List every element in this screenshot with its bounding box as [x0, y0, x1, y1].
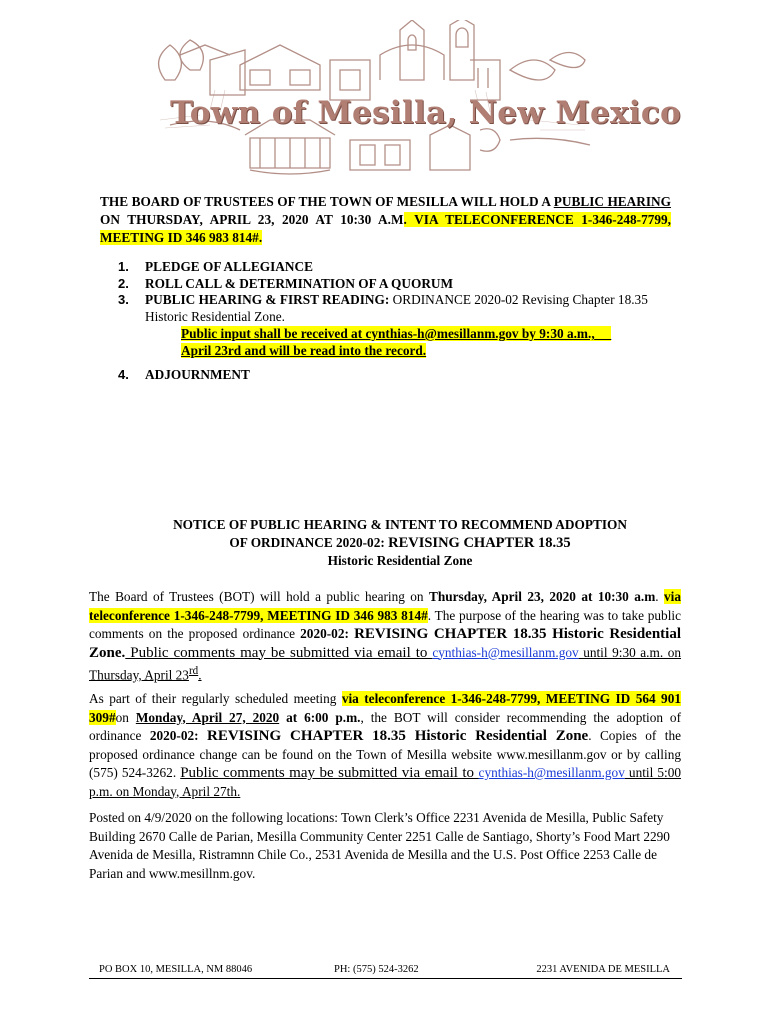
agenda-item: 3. PUBLIC HEARING & FIRST READING: ORDINANCE 2020-02 Revising Chapter 18.35 Historic Residential Zone. — [118, 292, 648, 324]
footer-street: 2231 AVENIDA DE MESILLA — [536, 964, 670, 975]
notice-heading: NOTICE OF PUBLIC HEARING & INTENT TO RECOMMEND ADOPTION OF ORDINANCE 2020-02: REVISING CHAPTER 18.35 Historic Residential Zone — [173, 517, 627, 568]
hearing-paragraph: The Board of Trustees (BOT) will hold a public hearing on Thursday, April 23, 2020 at 10:30 a.m. via teleconference 1-346-248-7799, MEETING ID 346 983 814#. The purpose of the hearing was to take public comments on the proposed ordinance 2020-02: REVISING CHAPTER 18.35 Historic Residential Zone. Public comments may be submitted via email to cynthias-h@mesillanm.gov until 9:30 a.m. on Thursday, April 23rd. — [89, 589, 681, 683]
agenda-item: 2. ROLL CALL & DETERMINATION OF A QUORUM — [118, 275, 454, 291]
agenda-item: 1. PLEDGE OF ALLEGIANCE — [118, 259, 313, 274]
footer — [89, 964, 682, 979]
footer-phone: PH: (575) 524-3262 — [334, 964, 419, 975]
email-link[interactable]: cynthias-h@mesillanm.gov — [432, 644, 579, 660]
meeting-announcement: THE BOARD OF TRUSTEES OF THE TOWN OF MESILLA WILL HOLD A PUBLIC HEARING ON THURSDAY, APRIL 23, 2020 AT 10:30 A.M. VIA TELECONFERENCE 1-346-248-7799, MEETING ID 346 983 814#. — [100, 194, 672, 245]
town-title: Town of Mesilla, New Mexico — [170, 95, 681, 131]
footer-address: PO BOX 10, MESILLA, NM 88046 — [99, 964, 253, 975]
email-link[interactable]: cynthias-h@mesillanm.gov — [478, 765, 625, 780]
email-link[interactable]: cynthias-h@mesillanm.gov — [365, 326, 519, 341]
posting-locations: Posted on 4/9/2020 on the following locations: Town Clerk’s Office 2231 Avenida de Mesilla, Public Safety Building 2670 Calle de Parian, Mesilla Community Center 2251 Calle de Santiago, Shorty’s Food Mart 2290 Avenida de Mesilla, Ristramnn Chile Co., 2531 Avenida de Mesilla and the U.S. Post Office 2253 Calle de Parian and www.mesillnm.gov. — [89, 810, 670, 881]
agenda-list — [118, 259, 678, 384]
public-input-note: Public input shall be received at cynthias-h@mesillanm.gov by 9:30 a.m., April 23rd and will be read into the record. — [118, 325, 678, 359]
meeting-paragraph: As part of their regularly scheduled meeting via teleconference 1-346-248-7799, MEETING ID 564 901 309#on Monday, April 27, 2020 at 6:00 p.m., the BOT will consider recommending the adoption of ordinance 2020-02: REVISING CHAPTER 18.35 Historic Residential Zone. Copies of the proposed ordinance change can be found on the Town of Mesilla website www.mesillanm.gov or by calling (575) 524-3262. Public comments may be submitted via email to cynthias-h@mesillanm.gov until 5:00 p.m. on Monday, April 27th. — [89, 691, 682, 799]
agenda-item: 4. ADJOURNMENT — [118, 367, 250, 382]
